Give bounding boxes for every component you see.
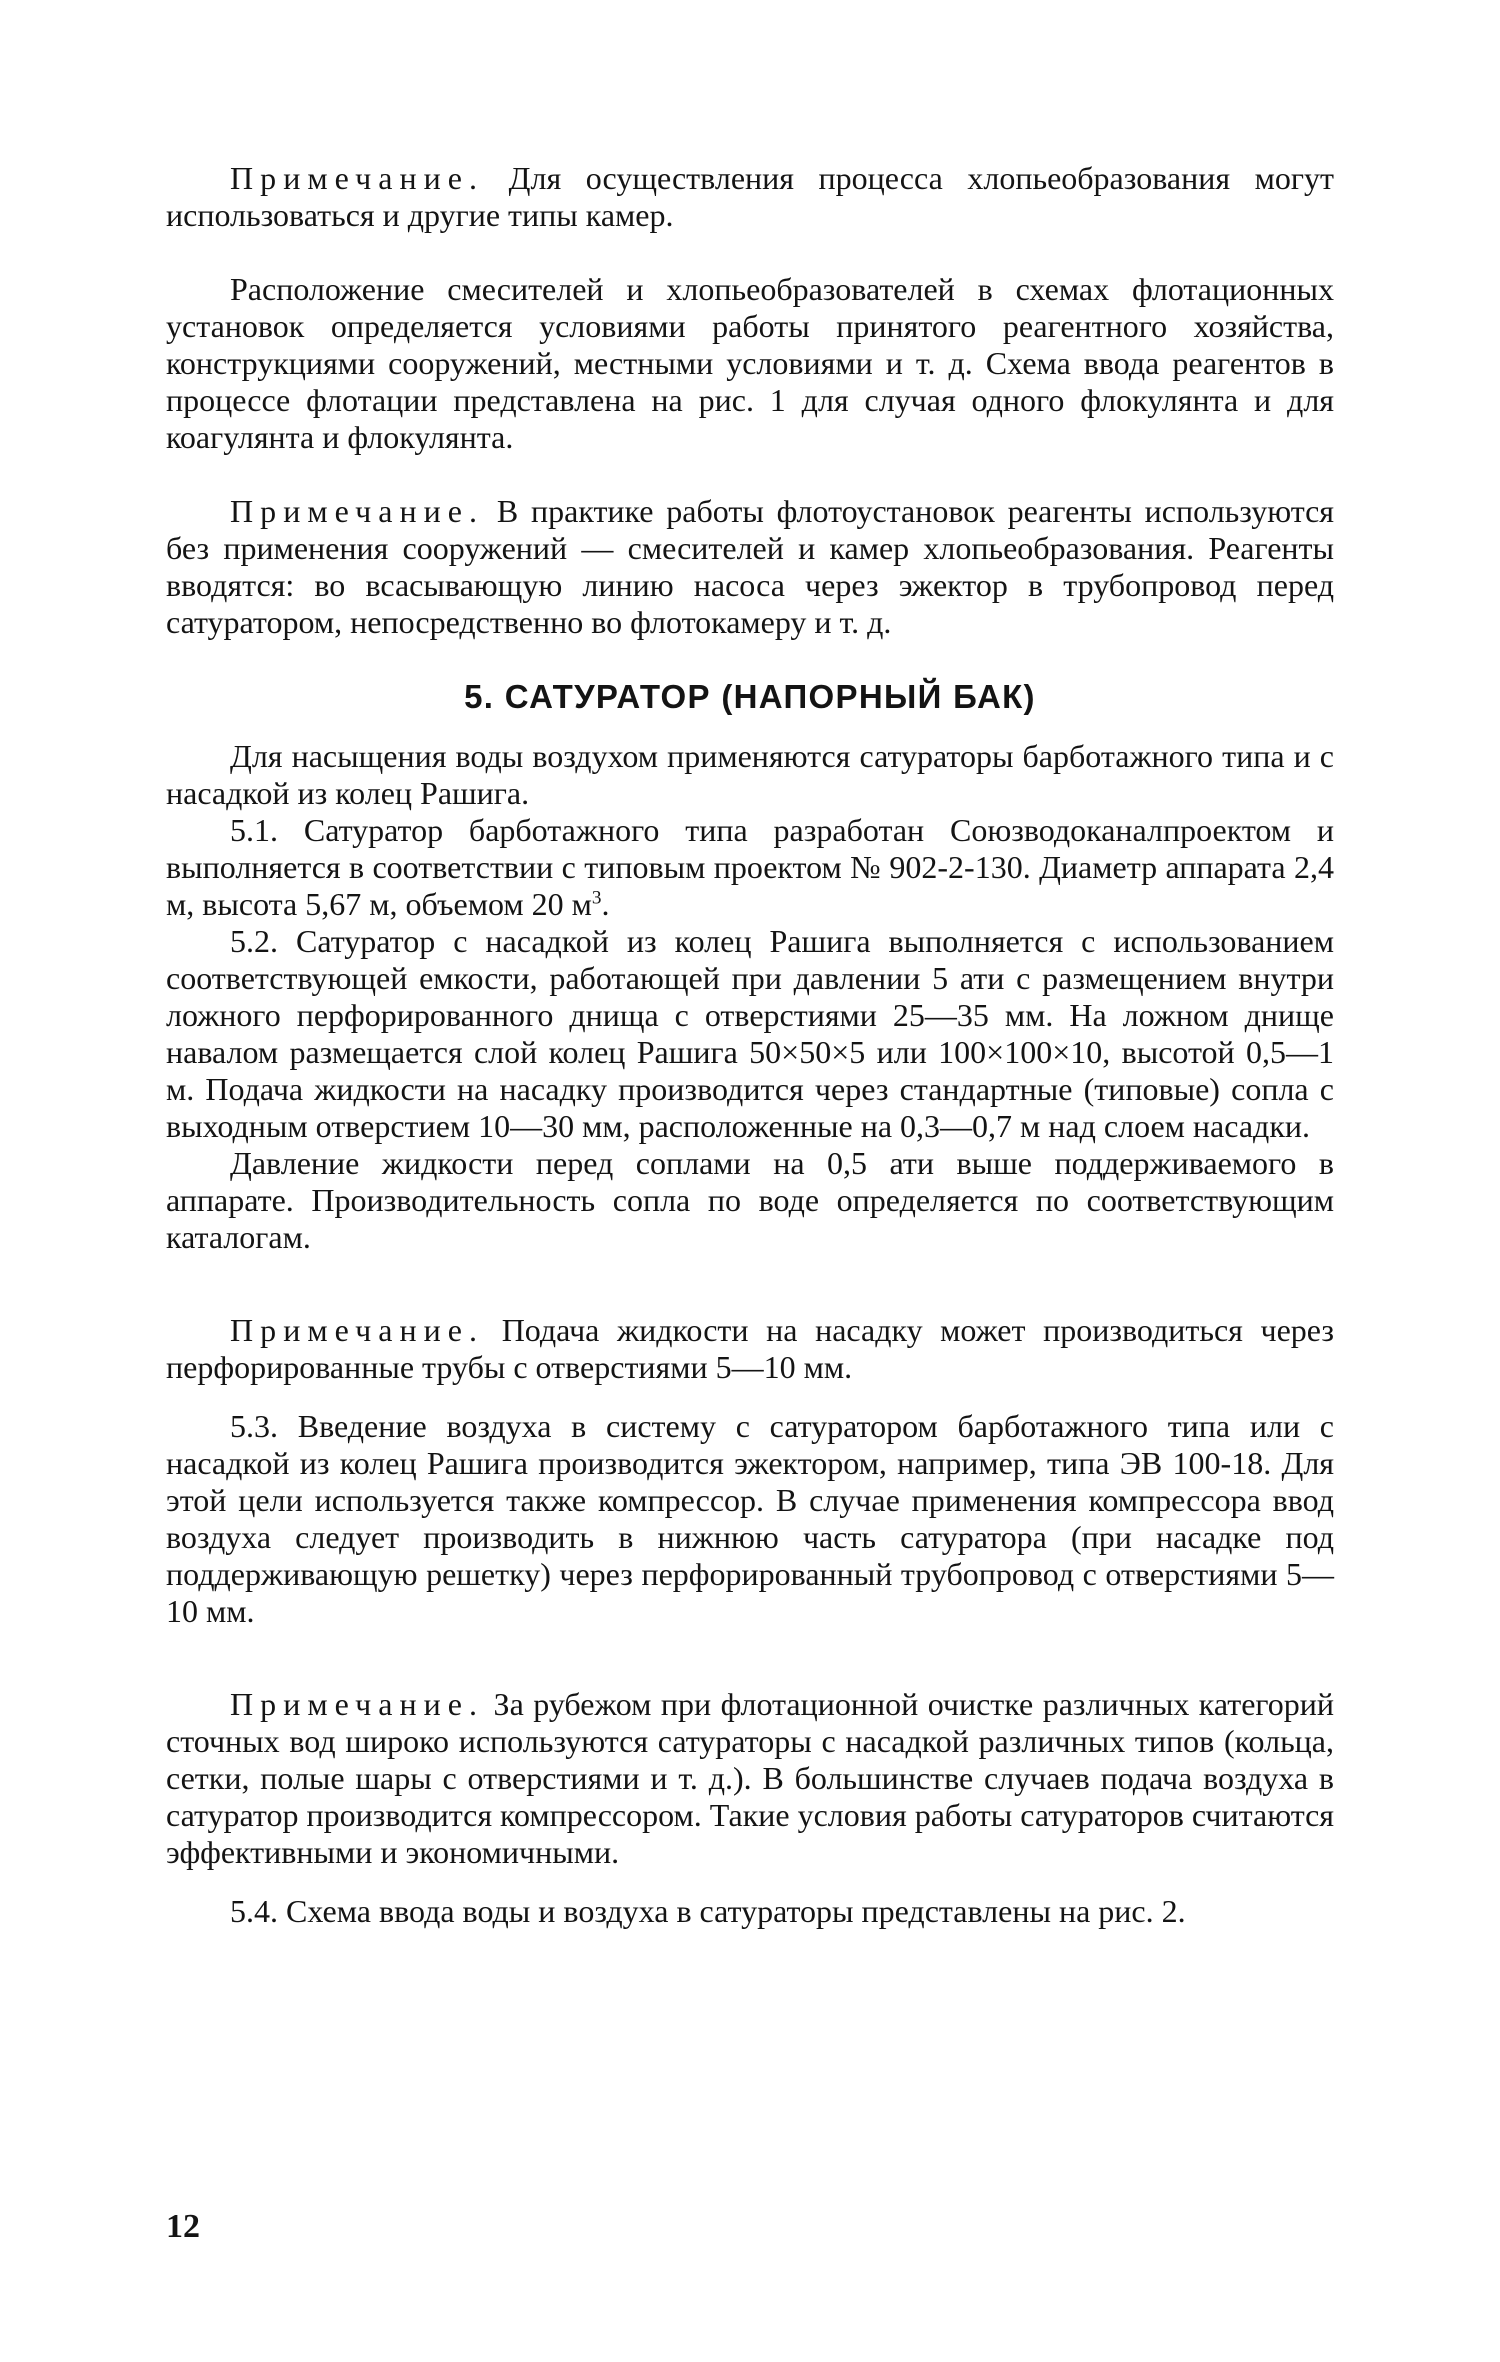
page-number: 12 [166,2208,200,2245]
paragraph-5-3: 5.3. Введение воздуха в систему с сатуратором барботажного типа или с насадкой из колец Рашига производится эжектором, например, типа ЭВ 100-18. Для этой цели используется также компрессор. В случае применения компрессора ввод воздуха следует производить в нижнюю часть сатуратора (при насадке под поддерживающую решетку) через перфорированный трубопровод с отверстиями 5—10 мм. [166,1408,1334,1629]
note-label: Примечание. [230,1312,485,1348]
note-body: За рубежом при флотационной очистке различных категорий сточных вод широко используются сатураторы с насадкой различных типов (кольца, сетки, полые шары с отверстиями и т. д.). В большинстве случаев подача воздуха в сатуратор производится компрессором. Такие условия работы сатураторов считаются эффективными и экономичными. [166,1686,1334,1870]
paragraph-5-1-end: . [601,886,610,922]
note-body: Для осуществления процесса хлопьеобразования могут использоваться и другие типы камер. [166,160,1334,233]
section-heading: 5. САТУРАТОР (НАПОРНЫЙ БАК) [464,678,1036,715]
paragraph-5-4: 5.4. Схема ввода воды и воздуха в сатураторы представлены на рис. 2. [230,1893,1186,1929]
note-label: Примечание. [230,493,485,529]
note-paragraph-3 [166,1312,1334,1386]
note-paragraph-2 [166,493,1334,641]
paragraph-5-1-text: 5.1. Сатуратор барботажного типа разработан Союзводоканалпроектом и выполняется в соответствии с типовым проектом № 902-2-130. Диаметр аппарата 2,4 м, высота 5,67 м, объемом 20 м [166,812,1334,922]
note-label: Примечание. [230,160,485,196]
note-paragraph-1 [166,160,1334,234]
paragraph-5-1 [166,812,1334,923]
note-body: Подача жидкости на насадку может производиться через перфорированные трубы с отверстиями 5—10 мм. [166,1312,1334,1385]
paragraph-saturator-intro: Для насыщения воды воздухом применяются сатураторы барботажного типа и с насадкой из колец Рашига. [166,738,1334,811]
paragraph-pressure: Давление жидкости перед соплами на 0,5 ати выше поддерживаемого в аппарате. Производительность сопла по воде определяется по соответствующим каталогам. [166,1145,1334,1255]
paragraph-reagent-scheme: Расположение смесителей и хлопьеобразователей в схемах флотационных установок определяется условиями работы принятого реагентного хозяйства, конструкциями сооружений, местными условиями и т. д. Схема ввода реагентов в процессе флотации представлена на рис. 1 для случая одного флокулянта и для коагулянта и флокулянта. [166,271,1334,455]
note-body: В практике работы флотоустановок реагенты используются без применения сооружений — смесителей и камер хлопьеобразования. Реагенты вводятся: во всасывающую линию насоса через эжектор в трубопровод перед сатуратором, непосредственно во флотокамеру и т. д. [166,493,1334,640]
cubic-superscript: 3 [591,887,602,909]
paragraph-5-2: 5.2. Сатуратор с насадкой из колец Рашига выполняется с использованием соответствующей емкости, работающей при давлении 5 ати с размещением внутри ложного перфорированного днища с отверстиями 25—35 мм. На ложном днище навалом размещается слой колец Рашига 50×50×5 или 100×100×10, высотой 0,5—1 м. Подача жидкости на насадку производится через стандартные (типовые) сопла с выходным отверстием 10—30 мм, расположенные на 0,3—0,7 м над слоем насадки. [166,923,1334,1144]
note-paragraph-4 [166,1686,1334,1871]
note-label: Примечание. [230,1686,485,1722]
